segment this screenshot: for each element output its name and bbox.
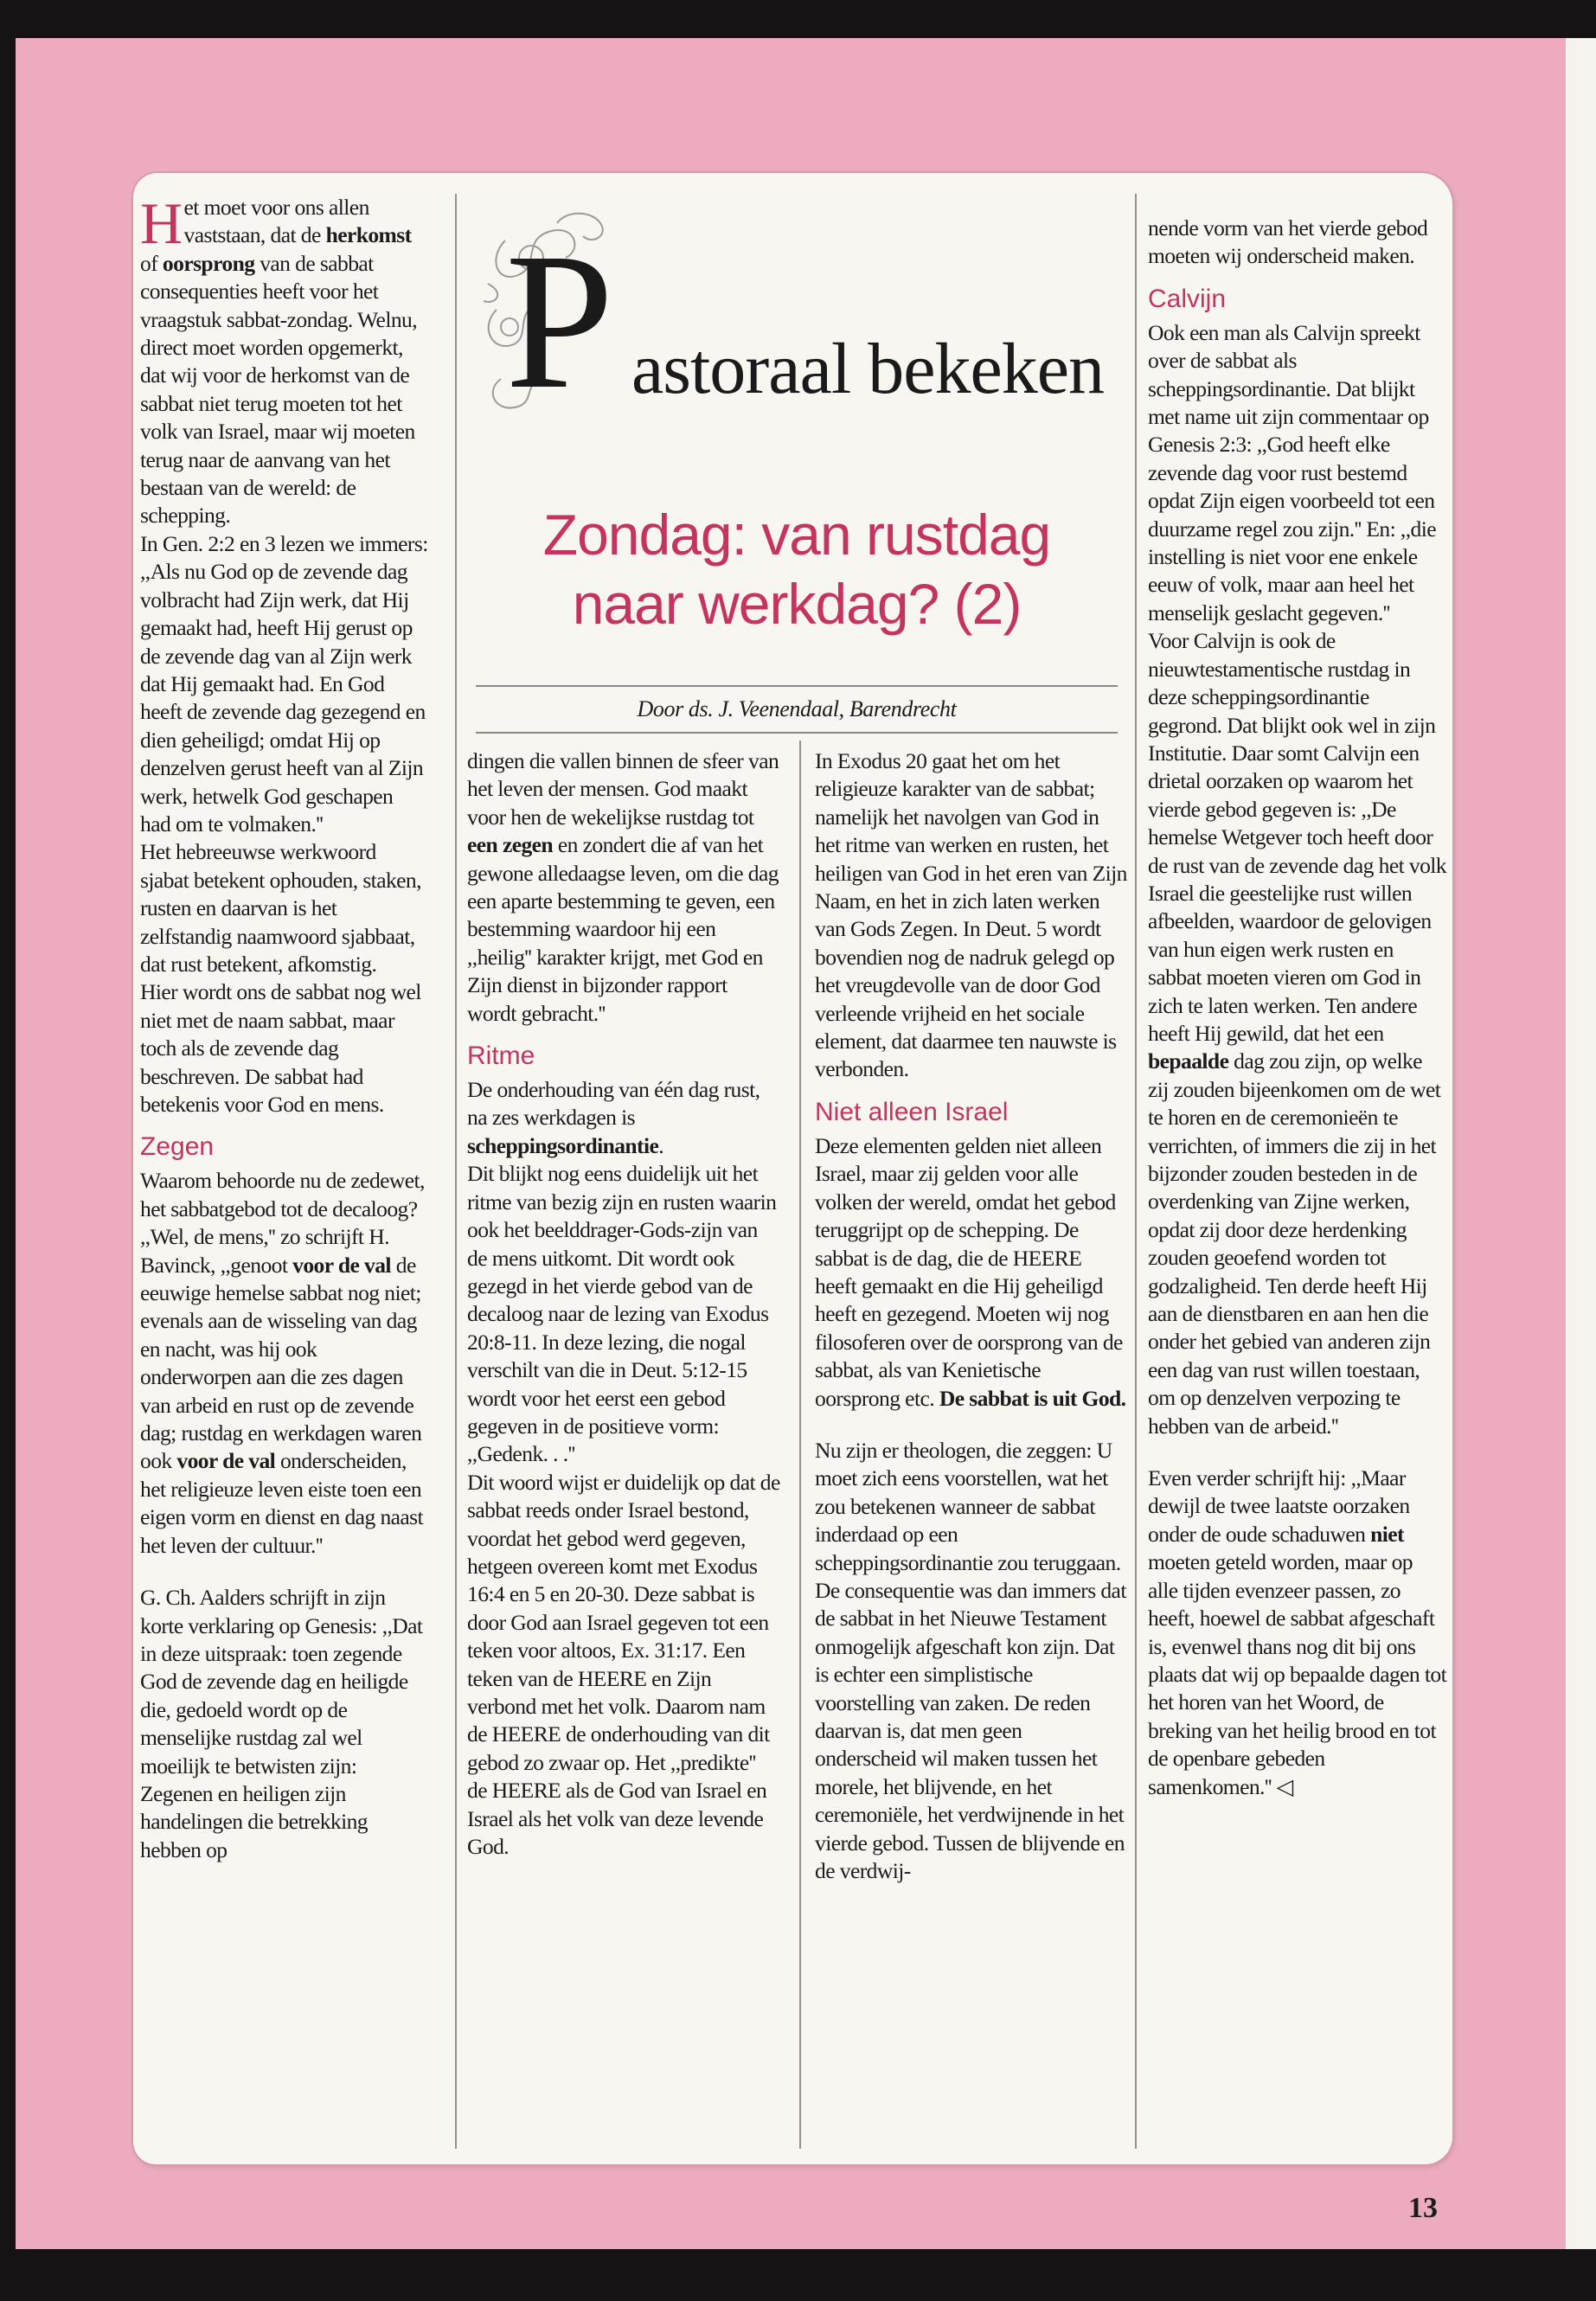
masthead-title: astoraal bekeken bbox=[631, 329, 1105, 409]
bold-emphasis: De sabbat is uit God. bbox=[939, 1385, 1126, 1411]
paragraph: In Gen. 2:2 en 3 lezen we immers: ,,Als nu God op de zevende dag volbracht had Zijn werk, dat Hij gemaakt had, heeft Hij gerust op de zevende dag van al Zijn werk dat Hij gemaakt had. En God heeft de zevende dag gezegend en dien geheiligd; omdat Hij op denzelven gerust heeft van al Zijn werk, hetwelk God geschapen had om te volmaken.'' bbox=[140, 530, 428, 836]
scan-border-bottom bbox=[0, 2249, 1596, 2301]
column-divider-3 bbox=[1135, 194, 1137, 2149]
byline: Door ds. J. Veenendaal, Barendrecht bbox=[637, 696, 957, 721]
rich-text: et moet voor ons allen vaststaan, dat de herkomst of oorsprong van de sabbat consequenties heeft voor het vraagstuk sabbat-zondag. Welnu, direct moet worden opgemerkt, dat wij voor de herkomst van de sabbat niet terug moeten tot het volk van Israel, maar wij moeten terug naar de aanvang van het bestaan van de wereld: de schepping. bbox=[140, 195, 418, 529]
paragraph: Dit blijkt nog eens duidelijk uit het ritme van bezig zijn en rusten waarin ook het beelddrager-Gods-zijn van de mens uitkomt. Dit wordt ook gezegd in het vierde gebod van de decaloog naar de lezing van Exodus 20:8-11. In deze lezing, die nogal verschilt van die in Deut. 5:12-15 wordt voor het eerst een gebod gegeven in de positieve vorm: ,,Gedenk. . .'' bbox=[467, 1161, 777, 1467]
paragraph: Nu zijn er theologen, die zeggen: U moet zich eens voorstellen, wat het zou betekenen wanneer de sabbat inderdaad op een scheppingsordinantie zou teruggaan. De consequentie was dan immers dat de sabbat in het Nieuwe Testament onmogelijk afgeschaft kon zijn. Dat is echter een simplistische voorstelling van zaken. De reden daarvan is, dat men geen onderscheid wil maken tussen het morele, het blijvende, en het ceremoniële, het verdwijnende in het vierde gebod. Tussen de blijvende en de verdwij- bbox=[815, 1437, 1126, 1884]
masthead bbox=[467, 190, 1126, 429]
paragraph: In Exodus 20 gaat het om het religieuze karakter van de sabbat; namelijk het navolgen van God in het ritme van werken en rusten, het heiligen van God in het eren van Zijn Naam, en het in zich laten werken van Gods Zegen. In Deut. 5 wordt bovendien nog de nadruk gelegd op het vreugdevolle van de door God verleende vrijheid en het sociale element, dat daarmee ten nauwste is verbonden. bbox=[815, 748, 1127, 1082]
paragraph: Deze elementen gelden niet alleen Israel, maar zij gelden voor alle volken der wereld, omdat het gebod teruggrijpt op de schepping. De sabbat is de dag, die de HEERE heeft gemaakt en die Hij geheiligd heeft en gezegend. Moeten wij nog filosoferen over de oorsprong van de sabbat, als van Kenietische oorsprong etc. De sabbat is uit God. bbox=[815, 1132, 1126, 1411]
bold-emphasis: bepaalde bbox=[1148, 1048, 1229, 1074]
bold-emphasis: een zegen bbox=[467, 832, 554, 858]
paragraph bbox=[140, 190, 428, 530]
bold-emphasis: herkomst bbox=[325, 222, 412, 248]
scan-border-top bbox=[0, 0, 1596, 38]
column-divider-2 bbox=[799, 740, 801, 2149]
spacer bbox=[815, 1413, 1128, 1437]
bold-emphasis: niet bbox=[1370, 1521, 1404, 1547]
subheading-zegen: Zegen bbox=[140, 1132, 215, 1162]
article-card bbox=[133, 173, 1452, 2164]
drop-cap: H bbox=[140, 190, 183, 256]
spacer bbox=[1148, 1440, 1447, 1465]
page-number: 13 bbox=[1408, 2192, 1438, 2224]
subheading-niet-alleen-israel: Niet alleen Israel bbox=[815, 1097, 1009, 1126]
paragraph: Het hebreeuwse werkwoord sjabat betekent ophouden, staken, rusten en daarvan is het zelfstandig naamwoord sjabbaat, dat rust betekent, afkomstig. bbox=[140, 839, 421, 977]
title-line-1: Zondag: van rustdag bbox=[542, 503, 1051, 567]
paragraph: Waarom behoorde nu de zedewet, het sabbatgebod tot de decaloog? ,,Wel, de mens,'' zo schrijft H. Bavinck, ,,genoot voor de val de eeuwige hemelse sabbat nog niet; evenals aan de wisseling van dag en nacht, was hij ook onderworpen aan die zes dagen van arbeid en rust op de zevende dag; rustdag en werkdagen waren ook voor de val onderscheiden, het religieuze leven eiste toen een eigen vorm en dienst en dag naast het leven der cultuur.'' bbox=[140, 1168, 425, 1558]
column-1 bbox=[133, 190, 432, 1864]
byline-rule-top bbox=[476, 685, 1118, 687]
paragraph: Ook een man als Calvijn spreekt over de sabbat als scheppingsordinantie. Dat blijkt met name uit zijn commentaar op Genesis 2:3: ,,God heeft elke zevende dag voor rust bestemd opdat Zijn eigen voorbeeld tot een duurzame regel zou zijn.'' En: ,,die instelling is niet voor ene enkele eeuw of volk, maar aan heel het menselijk geslacht gegeven.'' bbox=[1148, 319, 1437, 625]
byline-rule-bottom bbox=[476, 732, 1118, 734]
paragraph: De onderhouding van één dag rust, na zes werkdagen is scheppingsordinantie. bbox=[467, 1077, 760, 1158]
paragraph: G. Ch. Aalders schrijft in zijn korte verklaring op Genesis: ,,Dat in deze uitspraak: toen zegende God de zevende dag en heiligde die, gedoeld wordt op de menselijke rustdag zal wel moeilijk te betwisten zijn: Zegenen en heiligen zijn handelingen die betrekking hebben op bbox=[140, 1585, 423, 1862]
subheading-calvijn: Calvijn bbox=[1148, 284, 1227, 313]
subheading-ritme: Ritme bbox=[467, 1042, 535, 1071]
paragraph: nende vorm van het vierde gebod moeten wij onderscheid maken. bbox=[1148, 215, 1428, 269]
title-line-2: naar werkdag? (2) bbox=[572, 572, 1022, 636]
paragraph: Even verder schrijft hij: ,,Maar dewijl de twee laatste oorzaken onder de oude schaduwen niet moeten geteld worden, maar op alle tijden evenzeer passen, zo heeft, hoewel de sabbat afgeschaft is, evenwel thans nog dit bij ons plaats dat wij op bepaalde dagen tot het horen van het Woord, de breking van het heilig brood en tot de openbare gebeden samenkomen.'' ◁ bbox=[1148, 1465, 1447, 1799]
page-background bbox=[16, 38, 1566, 2249]
masthead-initial: P bbox=[505, 213, 614, 429]
column-2 bbox=[467, 747, 780, 1861]
paragraph: dingen die vallen binnen de sfeer van het leven der mensen. God maakt voor hen de wekelijkse rustdag tot een zegen en zondert die af van het gewone alledaagse leven, om die dag een aparte bestemming te geven, een bestemming waardoor hij een ,,heilig'' karakter krijgt, met God en Zijn dienst in bijzonder rapport wordt gebracht.'' bbox=[467, 748, 779, 1026]
scan-border-left bbox=[0, 38, 16, 2249]
bold-emphasis: oorsprong bbox=[162, 250, 255, 276]
column-divider-1 bbox=[455, 194, 457, 2149]
bold-emphasis: scheppingsordinantie bbox=[467, 1132, 659, 1158]
paragraph: Voor Calvijn is ook de nieuwtestamentische rustdag in deze scheppingsordinantie gegrond. Dat blijkt ook wel in zijn Institutie. Daar somt Calvijn een drietal oorzaken op waarom het vierde gebod gegeven is: ,,De hemelse Wetgever toch heeft door de rust van de zevende dag het volk Israel die geestelijke rust willen afbeelden, waardoor de gelovigen van hun eigen werk rusten en sabbat moeten vieren om God in zich te laten werken. Ten andere heeft Hij gewild, dat het een bepaalde dag zou zijn, op welke zij zouden bijeenkomen om de wet te horen en de ceremonieën te verrichten, of immers die zij in het bijzonder zouden besteden in de overdenking van Zijne werken, opdat zij door deze herdenking zouden geoefend worden tot godzaligheid. Ten derde heeft Hij aan de dienstbaren en aan hen die onder het gebied van anderen zijn een dag van rust willen toestaan, om op denzelven verpozing te hebben van de arbeid.'' bbox=[1148, 628, 1446, 1439]
spacer bbox=[140, 1560, 428, 1584]
paragraph: Dit woord wijst er duidelijk op dat de sabbat reeds onder Israel bestond, voordat het gebod werd gegeven, hetgeen overeen komt met Exodus 16:4 en 5 en 20-30. Deze sabbat is door God aan Israel gegeven tot een teken voor altoos, Ex. 31:17. Een teken van de HEERE en Zijn verbond met het volk. Daarom nam de HEERE de onderhouding van dit gebod zo zwaar op. Het ,,predikte'' de HEERE als de God van Israel en Israel als het volk van deze levende God. bbox=[467, 1469, 780, 1860]
column-4 bbox=[1148, 215, 1447, 1801]
article-title bbox=[467, 500, 1126, 638]
bold-emphasis: voor de val bbox=[176, 1448, 276, 1474]
bold-emphasis: voor de val bbox=[292, 1252, 391, 1278]
column-3 bbox=[815, 747, 1128, 1885]
paragraph: Hier wordt ons de sabbat nog wel niet met de naam sabbat, maar toch als de zevende dag beschreven. De sabbat had betekenis voor God en mens. bbox=[140, 979, 421, 1117]
